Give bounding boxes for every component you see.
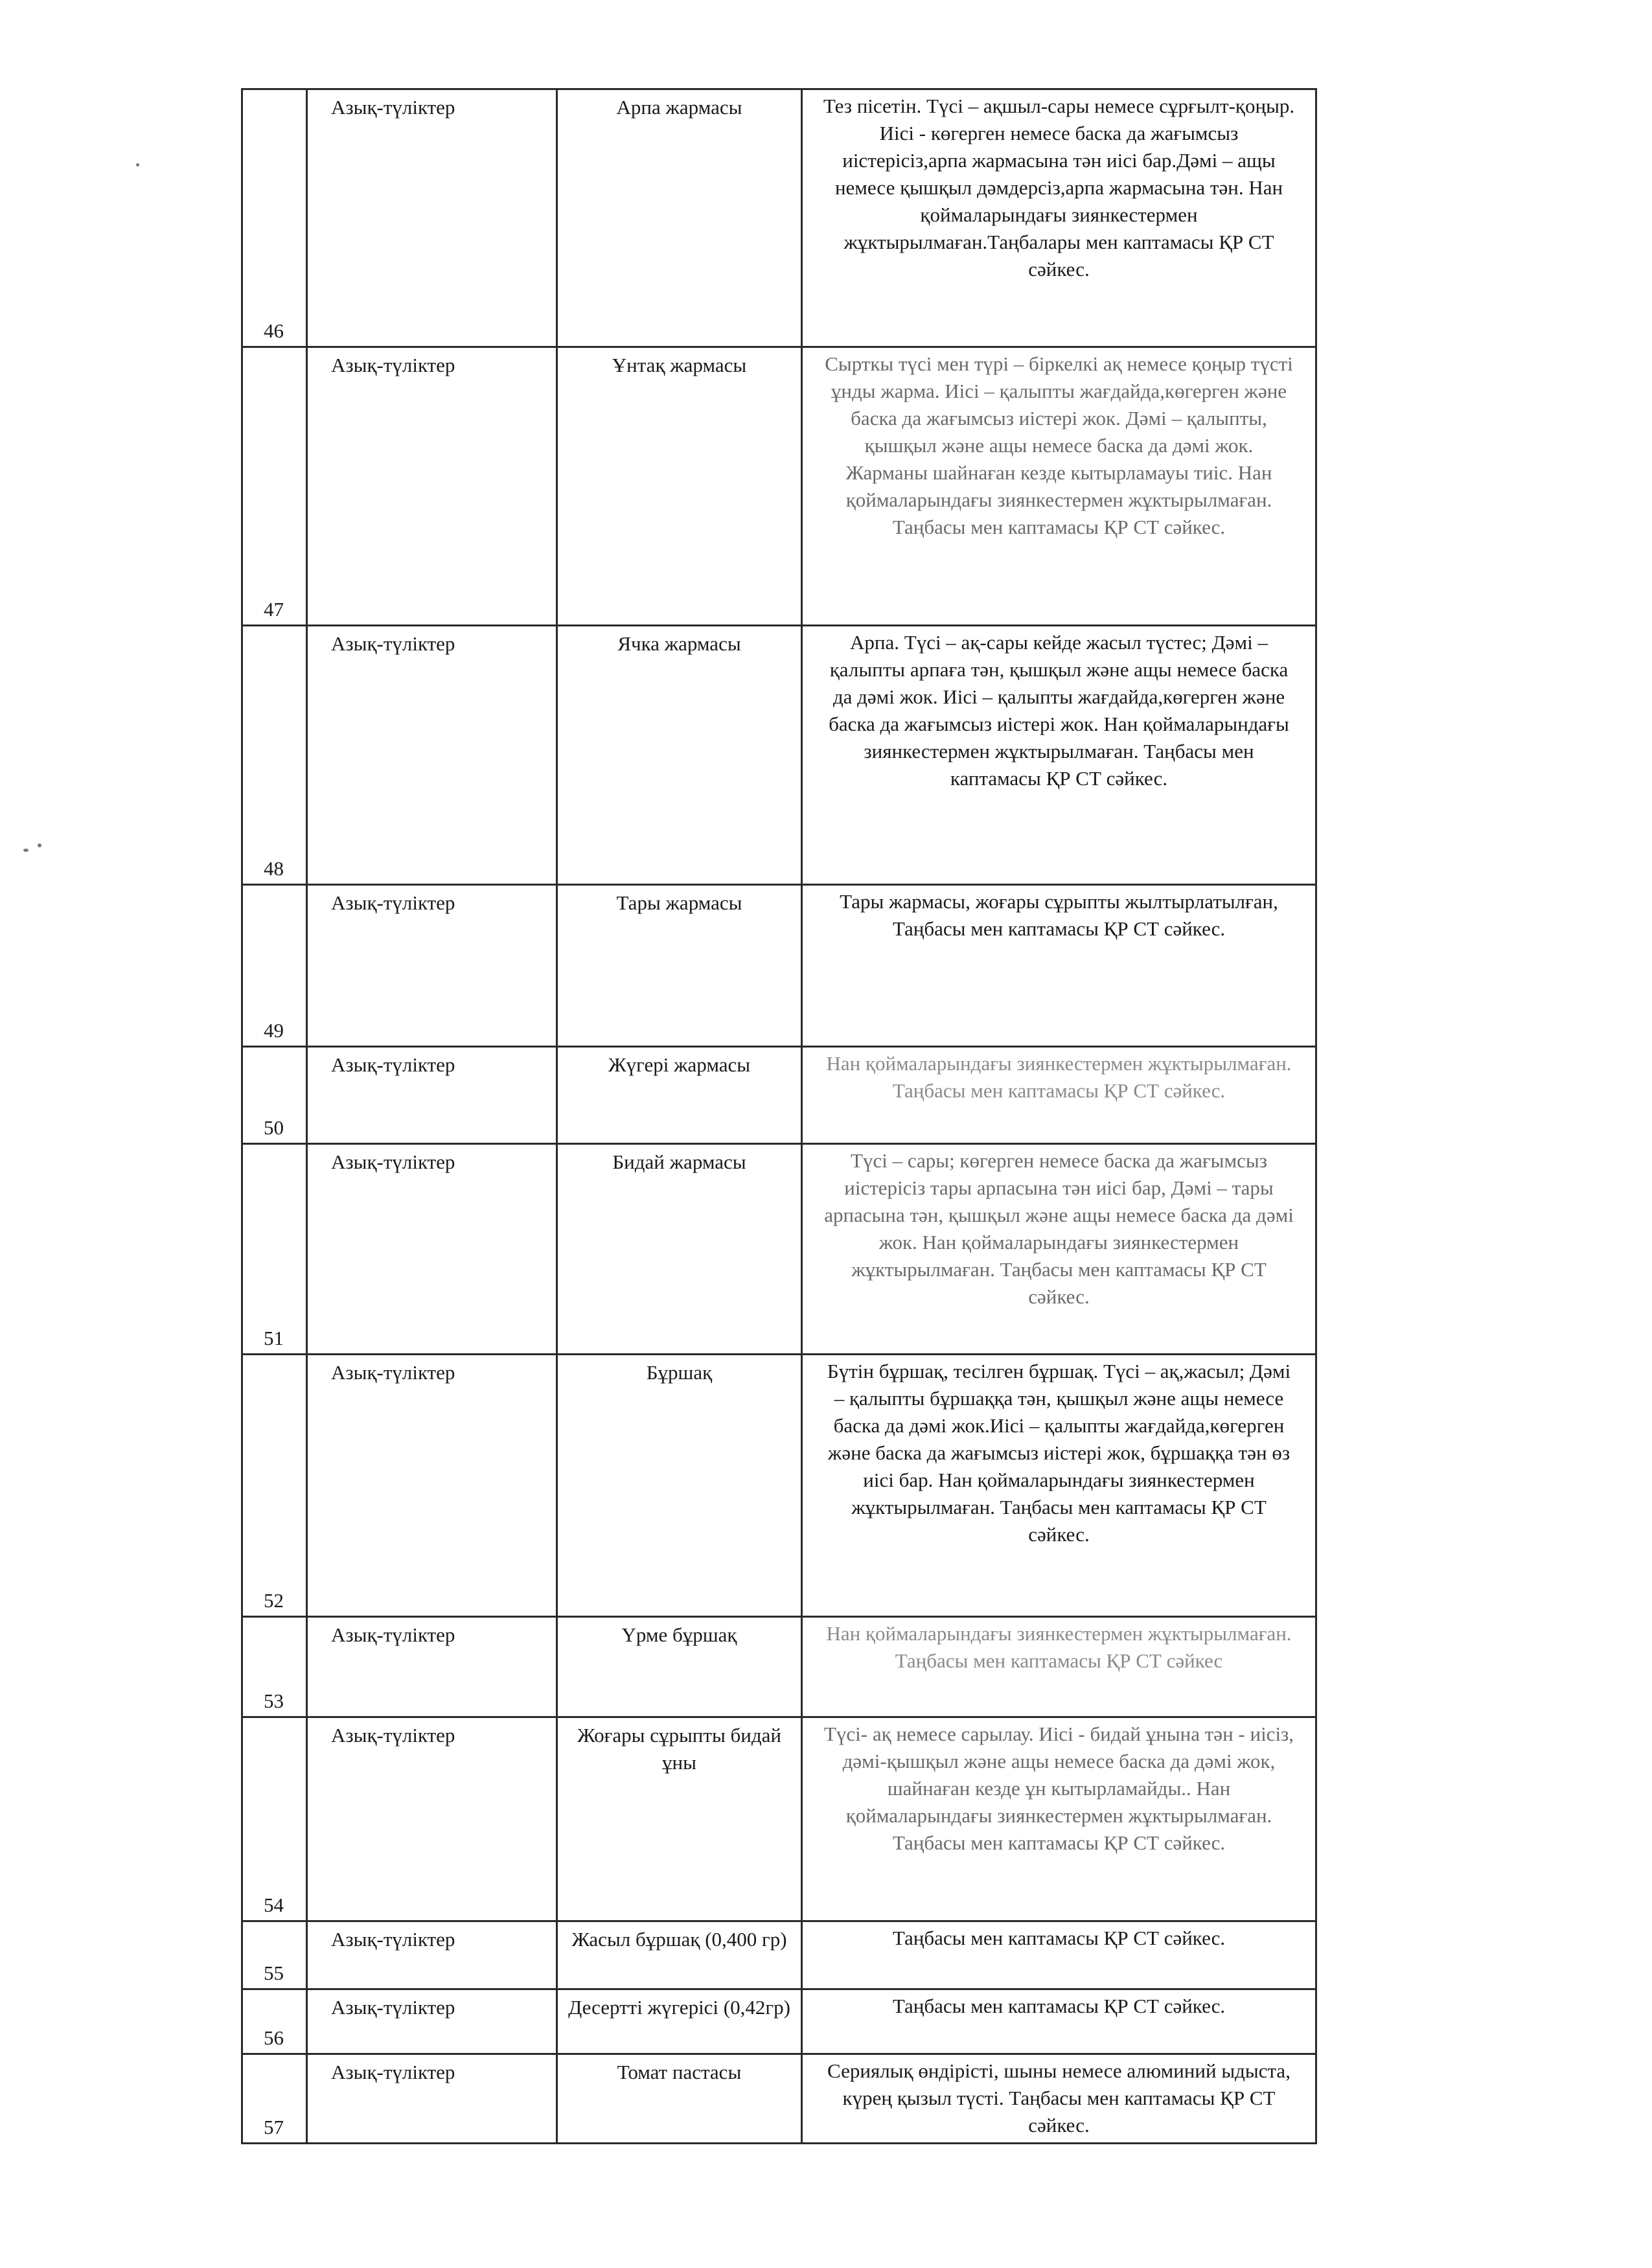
row-number: 50 (242, 1047, 307, 1144)
row-number: 48 (242, 626, 307, 885)
category-cell: Азық-түліктер (307, 1717, 557, 1921)
row-number: 53 (242, 1617, 307, 1717)
products-table (241, 88, 1317, 2144)
description-cell: Таңбасы мен каптамасы ҚР СТ сәйкес. (802, 1921, 1316, 1989)
description-cell: Нан қоймаларындағы зиянкестермен жұктырылмаған. Таңбасы мен каптамасы ҚР СТ сәйкес (802, 1617, 1316, 1717)
category-cell: Азық-түліктер (307, 1989, 557, 2054)
description-cell: Тез пісетін. Түсі – ақшыл-сары немесе сұрғылт-қоңыр. Иісі - көгерген немесе баска да жағымсыз иістерісіз,арпа жармасына тән иісі бар.Дәмі – ащы немесе қышқыл дәмдерсіз,арпа жармасына тән. Нан қоймаларындағы зиянкестермен жұктырылмаған.Таңбалары мен каптамасы ҚР СТ сәйкес. (802, 89, 1316, 347)
table-row (242, 885, 1316, 1047)
table-row (242, 1047, 1316, 1144)
table-row (242, 347, 1316, 626)
row-number: 54 (242, 1717, 307, 1921)
product-cell: Десертті жүгерісі (0,42гр) (557, 1989, 802, 2054)
product-cell: Ұнтақ жармасы (557, 347, 802, 626)
description-cell: Түсі – сары; көгерген немесе баска да жағымсыз иістерісіз тары арпасына тән иісі бар, Дәмі – тары арпасына тән, қышқыл және ащы немесе баска да дәмі жок. Нан қоймаларындағы зиянкестермен жұктырылмаған. Таңбасы мен каптамасы ҚР СТ сәйкес. (802, 1144, 1316, 1355)
description-cell: Түсі- ақ немесе сарылау. Иісі - бидай ұнына тән - иісіз, дәмі-қышқыл және ащы немесе баска да дәмі жок, шайнаған кезде ұн кытырламайды.. Нан қоймаларындағы зиянкестермен жұктырылмаған. Таңбасы мен каптамасы ҚР СТ сәйкес. (802, 1717, 1316, 1921)
product-cell: Арпа жармасы (557, 89, 802, 347)
table-row (242, 2054, 1316, 2144)
scan-speck (23, 849, 29, 852)
category-cell: Азық-түліктер (307, 1047, 557, 1144)
product-cell: Бидай жармасы (557, 1144, 802, 1355)
row-number: 46 (242, 89, 307, 347)
scan-speck (38, 843, 41, 847)
row-number: 47 (242, 347, 307, 626)
scan-speck (136, 163, 139, 166)
category-cell: Азық-түліктер (307, 2054, 557, 2144)
row-number: 55 (242, 1921, 307, 1989)
row-number: 57 (242, 2054, 307, 2144)
table-row (242, 1144, 1316, 1355)
product-cell: Жасыл бұршақ (0,400 гр) (557, 1921, 802, 1989)
table-row (242, 626, 1316, 885)
category-cell: Азық-түліктер (307, 347, 557, 626)
description-cell: Тары жармасы, жоғары сұрыпты жылтырлатылған, Таңбасы мен каптамасы ҚР СТ сәйкес. (802, 885, 1316, 1047)
row-number: 52 (242, 1355, 307, 1617)
product-cell: Жоғары сұрыпты бидай ұны (557, 1717, 802, 1921)
row-number: 49 (242, 885, 307, 1047)
table-row (242, 1717, 1316, 1921)
table-row (242, 1617, 1316, 1717)
table-row (242, 1355, 1316, 1617)
description-cell: Нан қоймаларындағы зиянкестермен жұктырылмаған. Таңбасы мен каптамасы ҚР СТ сәйкес. (802, 1047, 1316, 1144)
category-cell: Азық-түліктер (307, 1144, 557, 1355)
description-cell: Сырткы түсі мен түрі – біркелкі ақ немесе қоңыр түсті ұнды жарма. Иісі – қалыпты жағдайда,көгерген және баска да жағымсыз иістері жок. Дәмі – қалыпты, қышқыл және ащы немесе баска да дәмі жок. Жарманы шайнаған кезде кытырламауы тиіс. Нан қоймаларындағы зиянкестермен жұктырылмаған. Таңбасы мен каптамасы ҚР СТ сәйкес. (802, 347, 1316, 626)
description-cell: Бүтін бұршақ, тесілген бұршақ. Түсі – ақ,жасыл; Дәмі – қалыпты бұршаққа тән, қышқыл және ащы немесе баска да дәмі жок.Иісі – қалыпты жағдайда,көгерген және баска да жағымсыз иістері жок, бұршаққа тән өз иісі бар. Нан қоймаларындағы зиянкестермен жұктырылмаған. Таңбасы мен каптамасы ҚР СТ сәйкес. (802, 1355, 1316, 1617)
category-cell: Азық-түліктер (307, 885, 557, 1047)
product-cell: Ячка жармасы (557, 626, 802, 885)
product-cell: Жүгері жармасы (557, 1047, 802, 1144)
category-cell: Азық-түліктер (307, 1617, 557, 1717)
product-cell: Бұршақ (557, 1355, 802, 1617)
product-cell: Тары жармасы (557, 885, 802, 1047)
category-cell: Азық-түліктер (307, 1921, 557, 1989)
table-row (242, 89, 1316, 347)
row-number: 51 (242, 1144, 307, 1355)
category-cell: Азық-түліктер (307, 1355, 557, 1617)
product-cell: Үрме бұршақ (557, 1617, 802, 1717)
product-cell: Томат пастасы (557, 2054, 802, 2144)
table-row (242, 1921, 1316, 1989)
description-cell: Арпа. Түсі – ақ-сары кейде жасыл түстес; Дәмі – қалыпты арпаға тән, қышқыл және ащы немесе баска да дәмі жок. Иісі – қалыпты жағдайда,көгерген және баска да жағымсыз иістері жок. Нан қоймаларындағы зиянкестермен жұктырылмаған. Таңбасы мен каптамасы ҚР СТ сәйкес. (802, 626, 1316, 885)
category-cell: Азық-түліктер (307, 626, 557, 885)
description-cell: Таңбасы мен каптамасы ҚР СТ сәйкес. (802, 1989, 1316, 2054)
description-cell: Сериялық өндірісті, шыны немесе алюминий ыдыста, күрең қызыл түсті. Таңбасы мен каптамасы ҚР СТ сәйкес. (802, 2054, 1316, 2144)
category-cell: Азық-түліктер (307, 89, 557, 347)
table-row (242, 1989, 1316, 2054)
row-number: 56 (242, 1989, 307, 2054)
